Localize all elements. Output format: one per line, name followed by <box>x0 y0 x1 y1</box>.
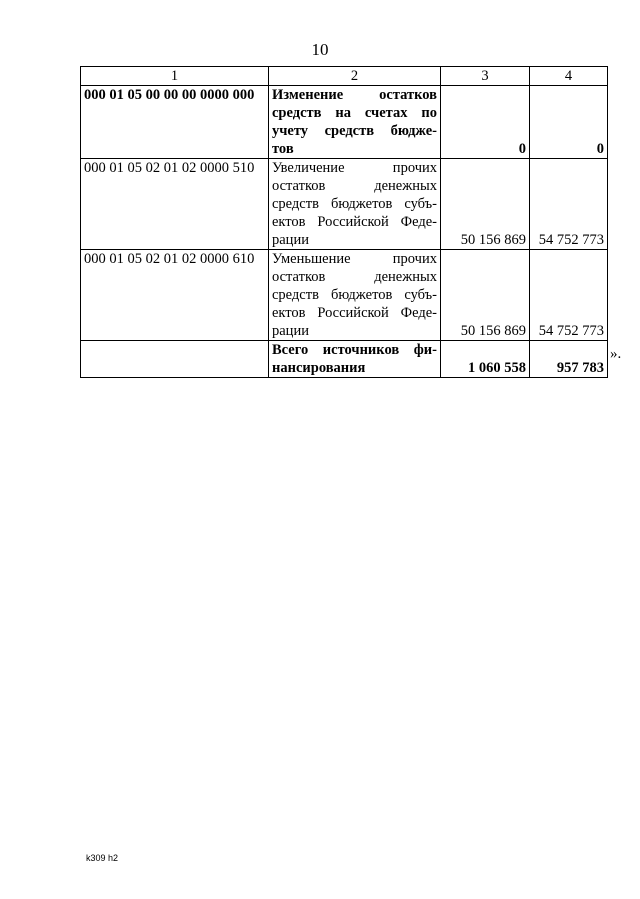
row-code-cell: 000 01 05 02 01 02 0000 610 <box>81 250 269 341</box>
row-value-col3: 1 060 558 <box>441 341 530 378</box>
header-cell-1: 1 <box>81 67 269 86</box>
table-row <box>81 250 608 341</box>
row-name-line: средств бюджетов субъ- <box>272 287 437 303</box>
row-name-line: средств бюджетов субъ- <box>272 196 437 212</box>
header-cell-3: 3 <box>441 67 530 86</box>
row-name-cell <box>269 159 441 250</box>
row-value-col4: 54 752 773 <box>530 250 608 341</box>
row-code-cell: 000 01 05 02 01 02 0000 510 <box>81 159 269 250</box>
row-name-cell <box>269 86 441 159</box>
row-value-col4: 0 <box>530 86 608 159</box>
row-value-col3: 0 <box>441 86 530 159</box>
row-value-col3: 50 156 869 <box>441 250 530 341</box>
row-name-line: рации <box>272 323 309 339</box>
row-value-col3: 50 156 869 <box>441 159 530 250</box>
footer-document-code: k309 h2 <box>86 853 119 863</box>
closing-quote-mark: ». <box>610 346 622 362</box>
row-name-line: Увеличение прочих <box>272 160 437 176</box>
table-row <box>81 86 608 159</box>
row-name-line: Уменьшение прочих <box>272 251 437 267</box>
row-name-line: рации <box>272 232 309 248</box>
row-value-col4: 54 752 773 <box>530 159 608 250</box>
row-name-cell <box>269 250 441 341</box>
row-value-col4: 957 783 <box>530 341 608 378</box>
row-code-cell: 000 01 05 00 00 00 0000 000 <box>81 86 269 159</box>
table-total-row <box>81 341 608 378</box>
row-name-line: Изменение остатков <box>272 87 437 103</box>
table-row <box>81 159 608 250</box>
row-name-line: нансирования <box>272 360 366 376</box>
row-name-line: остатков денежных <box>272 178 437 194</box>
row-name-line: Всего источников фи- <box>272 342 437 358</box>
page-number: 10 <box>311 40 329 59</box>
row-code-cell <box>81 341 269 378</box>
row-name-line: ектов Российской Феде- <box>272 214 437 230</box>
header-cell-4: 4 <box>530 67 608 86</box>
row-name-line: тов <box>272 141 294 157</box>
row-name-line: средств на счетах по <box>272 105 437 121</box>
header-cell-2: 2 <box>269 67 441 86</box>
financing-sources-table <box>80 66 608 378</box>
row-name-line: остатков денежных <box>272 269 437 285</box>
row-name-cell <box>269 341 441 378</box>
row-name-line: учету средств бюдже- <box>272 123 437 139</box>
table-header-row <box>81 67 608 86</box>
row-name-line: ектов Российской Феде- <box>272 305 437 321</box>
